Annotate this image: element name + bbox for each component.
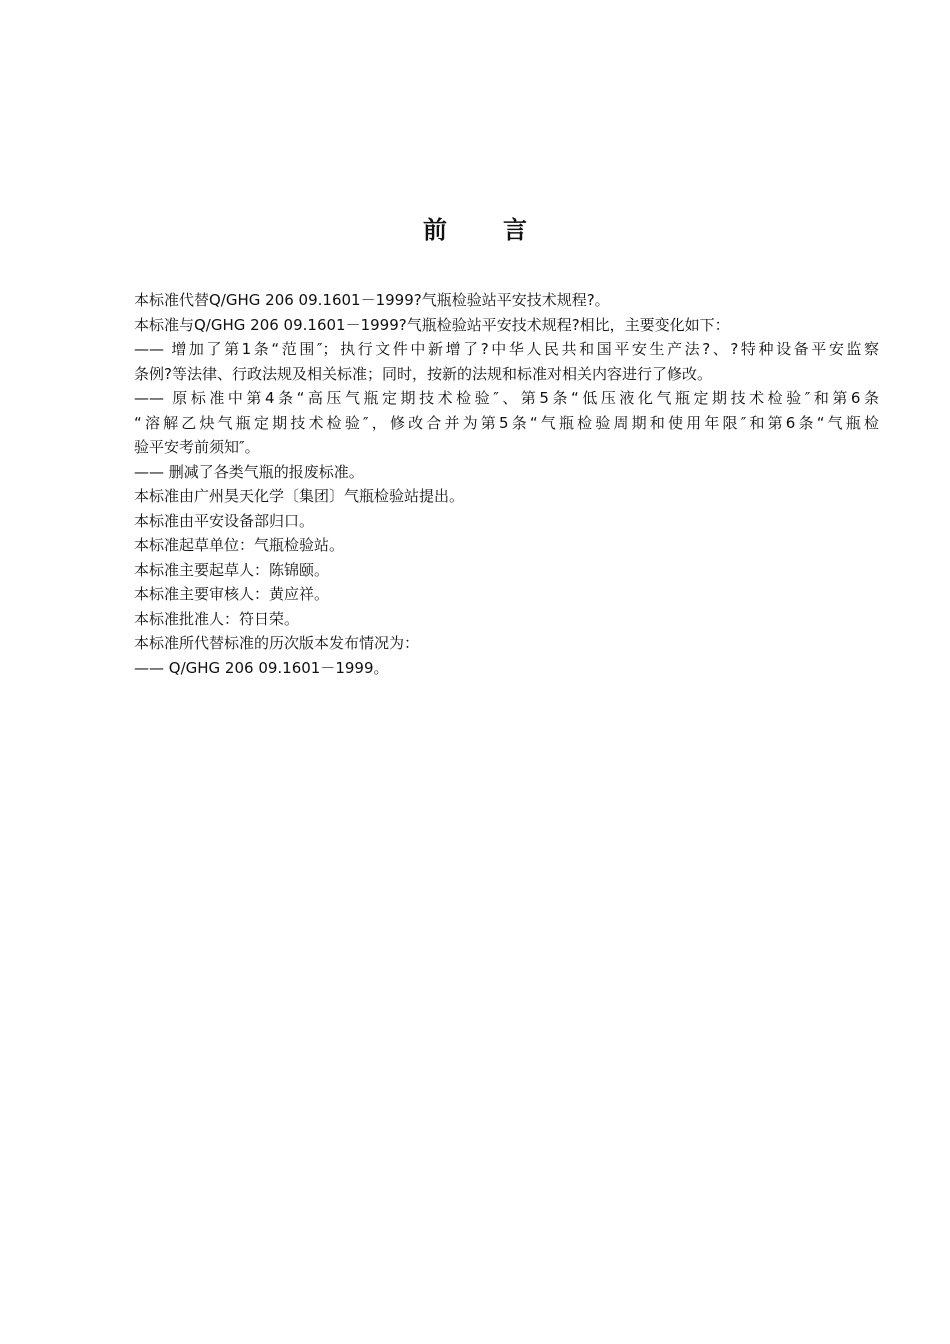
paragraph-line: 本标准由广州昊天化学〔集团〕气瓶检验站提出。 xyxy=(134,487,465,505)
paragraph-line: 本标准所代替标准的历次版本发布情况为： xyxy=(134,634,420,652)
paragraph-line: 本标准批准人：符日荣。 xyxy=(134,609,300,628)
page-title xyxy=(0,210,950,245)
title-char-2: 言 xyxy=(503,216,527,244)
paragraph-line: 本标准由平安设备部归口。 xyxy=(134,511,315,530)
paragraph-line: 本标准起草单位：气瓶检验站。 xyxy=(134,536,345,554)
paragraph-line: “溶解乙炔气瓶定期技术检验″，修改合并为第5条“气瓶检验周期和使用年限″和第6条“气瓶检 xyxy=(134,413,879,432)
title-char-1: 前 xyxy=(423,216,447,244)
paragraph-line: —— 增加了第1条“范围″；执行文件中新增了?中华人民共和国平安生产法?、?特种设备平安监察 xyxy=(134,340,879,358)
paragraph-line: 本标准主要审核人：黄应祥。 xyxy=(134,585,330,603)
paragraph-line: —— 原标准中第4条“高压气瓶定期技术检验″、第5条“低压液化气瓶定期技术检验″和第6条 xyxy=(134,389,879,407)
paragraph-line: —— 删减了各类气瓶的报废标准。 xyxy=(134,462,364,481)
paragraph-line: 条例?等法律、行政法规及相关标准；同时，按新的法规和标准对相关内容进行了修改。 xyxy=(134,364,712,383)
paragraph-line: 本标准与Q/GHG 206 09.1601－1999?气瓶检验站平安技术规程?相比，主要变化如下： xyxy=(134,315,730,334)
paragraph-line: 本标准主要起草人：陈锦颐。 xyxy=(134,560,330,579)
paragraph-line: —— Q/GHG 206 09.1601－1999。 xyxy=(134,658,389,677)
paragraph-line: 验平安考前须知″。 xyxy=(134,438,260,456)
paragraph-line: 本标准代替Q/GHG 206 09.1601－1999?气瓶检验站平安技术规程?。 xyxy=(134,291,610,309)
foreword-body xyxy=(134,288,879,680)
